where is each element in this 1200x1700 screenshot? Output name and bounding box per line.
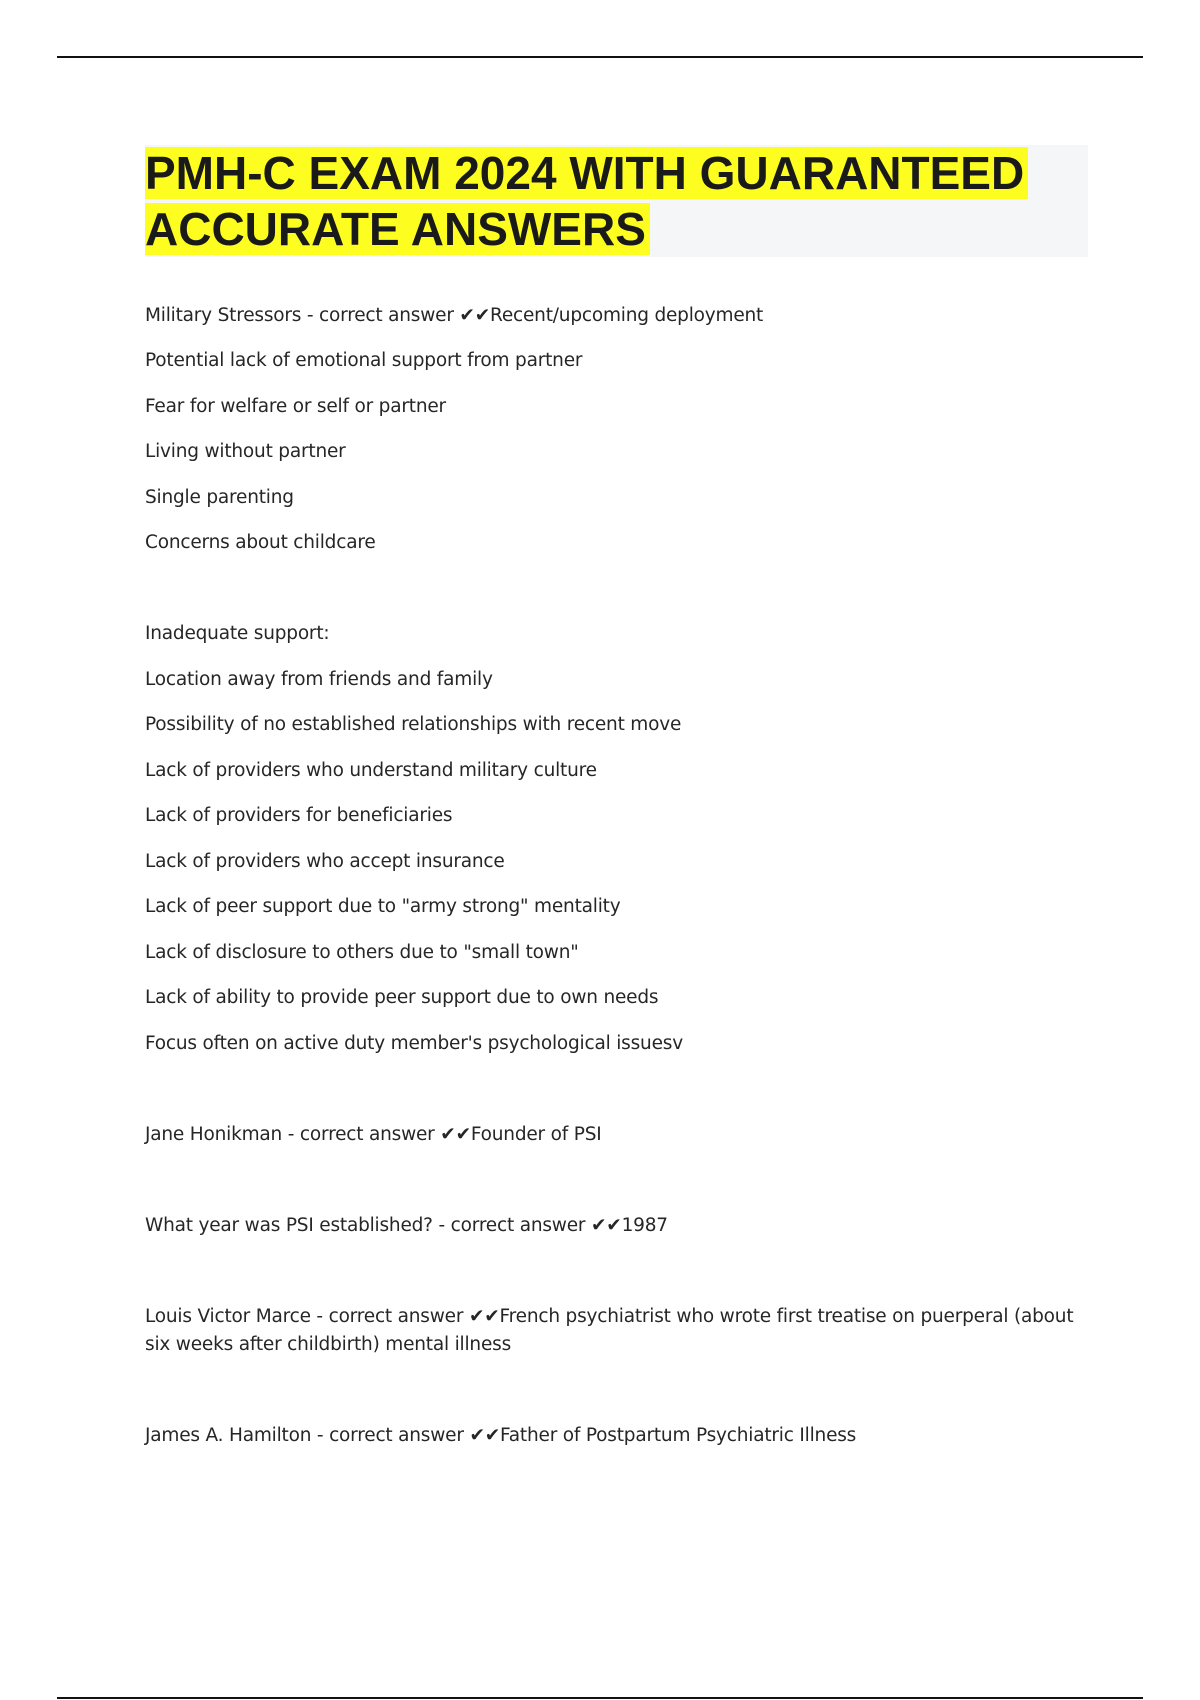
qa-james-hamilton: James A. Hamilton - correct answer ✔✔Father of Postpartum Psychiatric Illness bbox=[145, 1425, 857, 1446]
list-item: Focus often on active duty member's psychological issuesv bbox=[145, 1033, 683, 1054]
list-item: Lack of ability to provide peer support due to own needs bbox=[145, 987, 659, 1008]
bottom-divider bbox=[57, 1697, 1143, 1699]
list-item: Fear for welfare or self or partner bbox=[145, 396, 446, 417]
list-item: Potential lack of emotional support from partner bbox=[145, 350, 583, 371]
qa-psi-year: What year was PSI established? - correct answer ✔✔1987 bbox=[145, 1215, 668, 1236]
list-item: Living without partner bbox=[145, 441, 346, 462]
title-line-2: ACCURATE ANSWERS bbox=[145, 203, 650, 255]
list-item: Concerns about childcare bbox=[145, 532, 376, 553]
list-item: Single parenting bbox=[145, 487, 294, 508]
section-heading-inadequate-support: Inadequate support: bbox=[145, 623, 330, 644]
title-line-1: PMH-C EXAM 2024 WITH GUARANTEED bbox=[145, 147, 1028, 199]
list-item: Lack of providers for beneficiaries bbox=[145, 805, 453, 826]
top-divider bbox=[57, 56, 1143, 58]
list-item: Lack of providers who accept insurance bbox=[145, 851, 505, 872]
qa-military-stressors: Military Stressors - correct answer ✔✔Recent/upcoming deployment bbox=[145, 305, 764, 326]
list-item: Lack of peer support due to "army strong" mentality bbox=[145, 896, 621, 917]
document-title bbox=[145, 145, 1088, 257]
qa-louis-victor-marce: Louis Victor Marce - correct answer ✔✔French psychiatrist who wrote first treatise on puerperal (about six weeks after childbirth) mental illness bbox=[145, 1306, 1074, 1355]
qa-jane-honikman: Jane Honikman - correct answer ✔✔Founder of PSI bbox=[145, 1124, 602, 1145]
list-item: Lack of providers who understand military culture bbox=[145, 760, 597, 781]
list-item: Lack of disclosure to others due to "small town" bbox=[145, 942, 579, 963]
list-item: Possibility of no established relationships with recent move bbox=[145, 714, 682, 735]
list-item: Location away from friends and family bbox=[145, 669, 493, 690]
